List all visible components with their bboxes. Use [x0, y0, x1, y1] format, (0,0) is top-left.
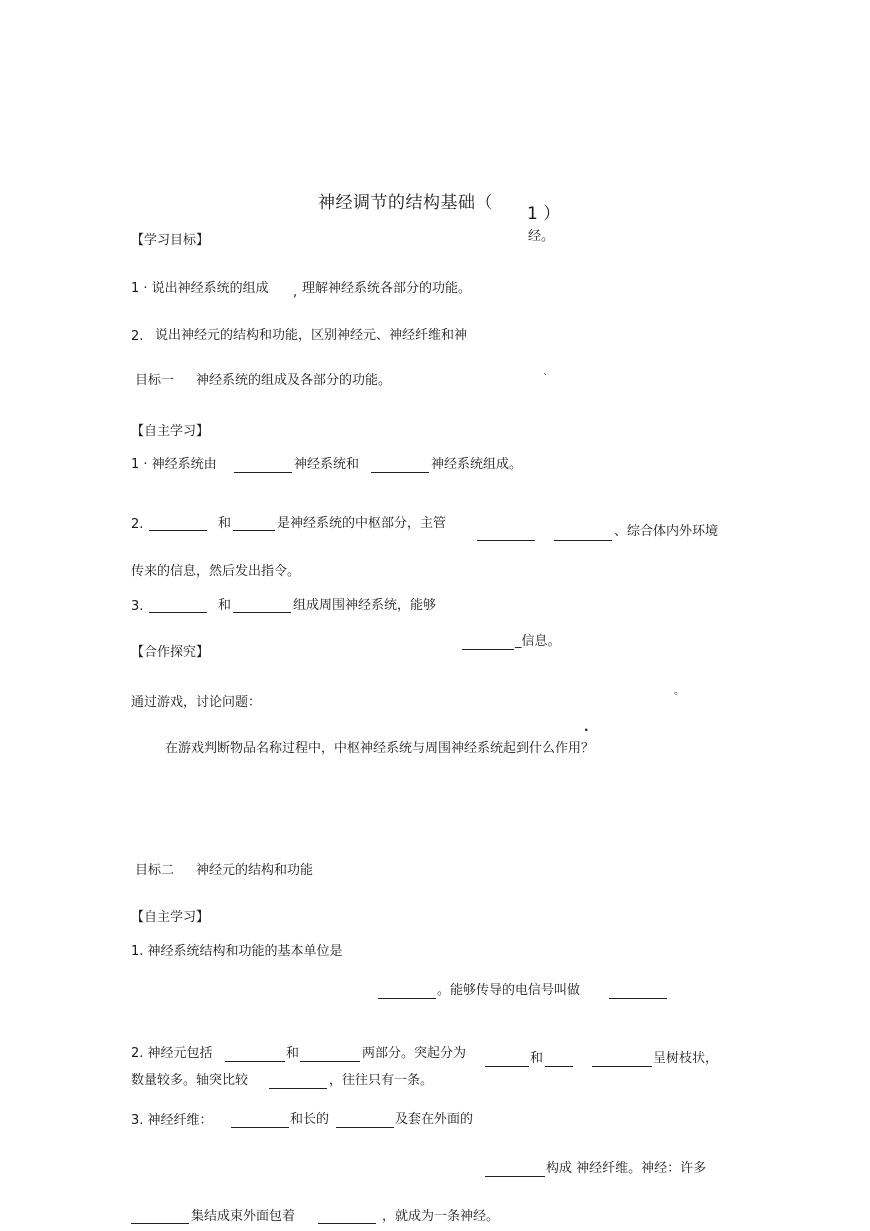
s2-q2-text-e: ，往往只有一条。: [329, 1073, 434, 1088]
stray-dot-2: ·: [584, 723, 589, 737]
s1-q3-blank-1[interactable]: [149, 612, 207, 613]
s2-q3-text-c: 及套在外面的: [395, 1112, 474, 1127]
learning-goals-heading: 【学习目标】: [131, 233, 210, 248]
title-number: 1 ）: [527, 204, 561, 224]
goal-1-text-b: 理解神经系统各部分的功能。: [302, 281, 472, 296]
s2-q2-blank-5[interactable]: [592, 1066, 652, 1067]
title-tail: 经。: [528, 229, 555, 244]
s2-q3-text: 3. 神经纤维：: [131, 1113, 213, 1128]
s2-q1-text-b: 。能够传导的电信号叫做: [437, 983, 581, 998]
goal-1-text: 1 · 说出神经系统的组成: [131, 281, 269, 296]
s2-q2-text-c: 呈树枝状，: [653, 1051, 719, 1066]
s2-q3-blank-1[interactable]: [231, 1127, 289, 1128]
s1-q3-blank-2[interactable]: [233, 612, 291, 613]
s1-q2-blank-4[interactable]: [554, 540, 612, 541]
self-study-heading-1: 【自主学习】: [131, 424, 210, 439]
s2-q2-blank-4[interactable]: [545, 1066, 573, 1067]
goal-2-text: 说出神经元的结构和功能，区别神经元、神经纤维和神: [155, 328, 468, 343]
s2-q2-blank-2[interactable]: [300, 1061, 360, 1062]
game-intro: 通过游戏，讨论问题：: [131, 695, 262, 710]
s1-q3-blank-3[interactable]: [462, 649, 514, 650]
s1-q3-text-b: 组成周围神经系统，能够: [293, 598, 437, 613]
s2-q2-blank-1[interactable]: [225, 1061, 285, 1062]
s1-q2-blank-3[interactable]: [477, 540, 535, 541]
s2-q1-text: 1. 神经系统结构和功能的基本单位是: [131, 944, 343, 959]
s1-q3-number: 3.: [131, 599, 144, 614]
s1-q2-and: 和: [218, 516, 232, 531]
s1-q1-text: 1 · 神经系统由: [131, 457, 217, 472]
s2-q3-blank-5[interactable]: [318, 1223, 376, 1224]
s1-q2-text-b: 是神经系统的中枢部分，主管: [277, 516, 447, 531]
s2-q3-blank-4[interactable]: [131, 1223, 189, 1224]
section-1-title: 神经系统的组成及各部分的功能。: [196, 373, 392, 388]
section-2-title: 神经元的结构和功能: [196, 863, 314, 878]
section-2-label: 目标二: [135, 863, 175, 878]
s2-q3-text-b: 和长的: [290, 1112, 330, 1127]
s1-q1-blank-2[interactable]: [371, 472, 429, 473]
s2-q2-text: 2. 神经元包括: [131, 1046, 213, 1061]
s2-q2-text-d: 数量较多。轴突比较: [131, 1073, 249, 1088]
page-title: 神经调节的结构基础（: [318, 193, 493, 213]
s2-q3-text-d: 构成 神经纤维。神经：许多: [546, 1161, 707, 1176]
s2-q2-and: 和: [286, 1046, 300, 1061]
stray-mark: `: [543, 373, 548, 384]
s1-q1-text-b: 神经系统和: [294, 457, 360, 472]
section-1-label: 目标一: [135, 373, 175, 388]
s1-q2-number: 2.: [131, 517, 144, 532]
s1-q1-blank-1[interactable]: [234, 472, 292, 473]
s1-q2-blank-2[interactable]: [233, 530, 275, 531]
stray-dot-1: 。: [674, 686, 684, 697]
s2-q1-blank-2[interactable]: [609, 998, 667, 999]
discussion-question: 在游戏判断物品名称过程中，中枢神经系统与周围神经系统起到什么作用？: [165, 741, 595, 756]
cooperative-heading: 【合作探究】: [131, 645, 210, 660]
s2-q2-blank-6[interactable]: [269, 1088, 327, 1089]
s1-q2-text-d: 传来的信息，然后发出指令。: [131, 564, 301, 579]
s1-q2-text-c: 、综合体内外环境: [614, 524, 719, 539]
s1-q1-text-c: 神经系统组成。: [431, 457, 523, 472]
s2-q2-text-b: 两部分。突起分为: [362, 1046, 467, 1061]
s1-q3-text-c: _信息。: [515, 634, 561, 649]
s2-q3-blank-3[interactable]: [485, 1176, 545, 1177]
s2-q1-blank-1[interactable]: [378, 998, 436, 999]
s1-q3-and: 和: [218, 598, 232, 613]
s2-q2-and-2: 和: [530, 1051, 544, 1066]
s1-q2-blank-1[interactable]: [149, 530, 207, 531]
s2-q3-blank-2[interactable]: [336, 1127, 394, 1128]
goal-2-number: 2.: [131, 329, 144, 344]
self-study-heading-2: 【自主学习】: [131, 910, 210, 925]
s2-q3-text-f: ，就成为一条神经。: [382, 1209, 500, 1224]
s2-q3-text-e: 集结成束外面包着: [191, 1209, 296, 1224]
s2-q2-blank-3[interactable]: [485, 1066, 529, 1067]
goal-1-comma: ,: [293, 285, 298, 300]
